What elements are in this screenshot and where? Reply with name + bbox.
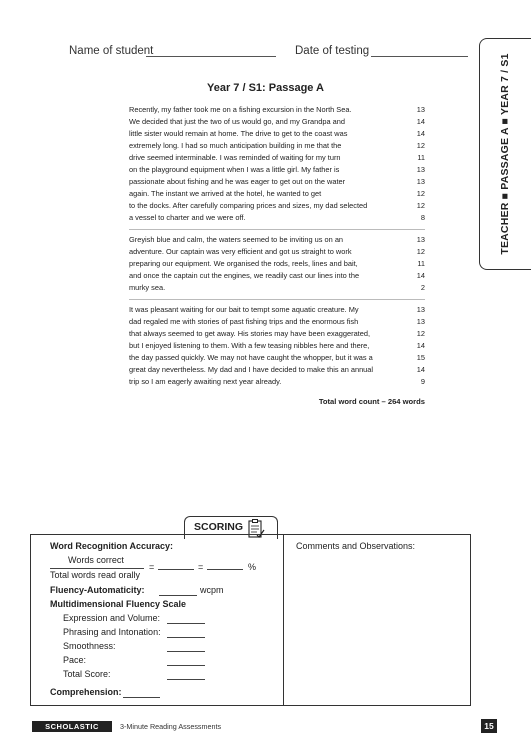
line-word-count: 2 xyxy=(420,283,425,292)
passage-line xyxy=(129,340,425,352)
passage-line-text: trip so I am eagerly awaiting next year already. xyxy=(129,377,282,386)
phrasing-label: Phrasing and Intonation: xyxy=(63,627,161,637)
line-word-count: 12 xyxy=(416,247,425,256)
passage-line-text: Recently, my father took me on a fishing excursion in the North Sea. xyxy=(129,105,352,114)
passage-line-text: that always seemed to get away. His stories may have been exaggerated, xyxy=(129,329,371,338)
passage-line xyxy=(129,364,425,376)
total-score-blank[interactable] xyxy=(167,679,205,680)
equals-sign-2: = xyxy=(198,562,204,572)
pace-blank[interactable] xyxy=(167,665,205,666)
passage-line xyxy=(129,376,425,388)
passage-line xyxy=(129,188,425,200)
line-word-count: 13 xyxy=(416,105,425,114)
passage-line xyxy=(129,352,425,364)
passage-line xyxy=(129,116,425,128)
date-of-testing-line xyxy=(371,56,468,57)
line-word-count: 8 xyxy=(420,213,425,222)
passage-line xyxy=(129,258,425,270)
wcpm-blank[interactable] xyxy=(159,595,197,596)
comprehension-label: Comprehension: xyxy=(50,687,122,697)
total-score-label: Total Score: xyxy=(63,669,111,679)
scoring-divider xyxy=(283,534,284,706)
line-word-count: 14 xyxy=(416,129,425,138)
passage-line-text: Greyish blue and calm, the waters seemed to be inviting us on an xyxy=(129,235,344,244)
paragraph-gap xyxy=(129,388,425,393)
line-word-count: 15 xyxy=(416,353,425,362)
line-word-count: 13 xyxy=(416,317,425,326)
passage-line xyxy=(129,176,425,188)
line-word-count: 14 xyxy=(416,117,425,126)
line-word-count: 12 xyxy=(416,141,425,150)
line-word-count: 12 xyxy=(416,201,425,210)
total-word-count: Total word count – 264 words xyxy=(318,396,425,406)
scholastic-logo: SCHOLASTIC xyxy=(32,721,112,732)
passage-line-text: extremely long. I had so much anticipation building in me that the xyxy=(129,141,342,150)
passage-line xyxy=(129,164,425,176)
line-word-count: 11 xyxy=(417,153,425,162)
line-word-count: 13 xyxy=(416,235,425,244)
passage-line-text: passionate about fishing and he was eager to get out on the water xyxy=(129,177,346,186)
line-word-count: 9 xyxy=(420,377,425,386)
multidimensional-label: Multidimensional Fluency Scale xyxy=(50,599,187,609)
passage-line xyxy=(129,282,425,294)
passage-line-text: again. The instant we arrived at the hotel, he wanted to get xyxy=(129,189,322,198)
passage-line xyxy=(129,212,425,224)
name-of-student-label: Name of student xyxy=(69,45,154,57)
phrasing-blank[interactable] xyxy=(167,637,205,638)
smoothness-blank[interactable] xyxy=(167,651,205,652)
line-word-count: 11 xyxy=(417,259,425,268)
words-correct-label: Words correct xyxy=(68,555,124,565)
wcpm-label: wcpm xyxy=(200,585,224,595)
line-word-count: 12 xyxy=(416,329,425,338)
comments-label: Comments and Observations: xyxy=(296,541,416,551)
line-word-count: 13 xyxy=(416,305,425,314)
passage-line-text: on the playground equipment when I was a little girl. My father is xyxy=(129,165,340,174)
passage-line xyxy=(129,328,425,340)
passage-line-text: but I enjoyed listening to them. With a few teasing nibbles here and there, xyxy=(129,341,370,350)
date-of-testing-label: Date of testing xyxy=(295,45,370,57)
passage-line-text: preparing our equipment. We organised the rods, reels, lines and bait, xyxy=(129,259,358,268)
percent-sign: % xyxy=(248,562,257,572)
fluency-automaticity-label: Fluency-Automaticity: xyxy=(50,585,145,595)
footer-text: 3-Minute Reading Assessments xyxy=(120,722,222,731)
accuracy-blank[interactable] xyxy=(158,569,194,570)
passage-line-text: great day nevertheless. My dad and I have decided to make this an annual xyxy=(129,365,374,374)
expression-blank[interactable] xyxy=(167,623,205,624)
line-word-count: 14 xyxy=(416,271,425,280)
passage-line-text: We decided that just the two of us would go, and my Grandpa and xyxy=(129,117,345,126)
passage-line-text: murky sea. xyxy=(129,283,166,292)
scoring-label: SCORING xyxy=(194,521,244,533)
passage-line-text: It was pleasant waiting for our bait to tempt some aquatic creature. My xyxy=(129,305,359,314)
passage-line-text: dad regaled me with stories of past fishing trips and the enormous fish xyxy=(129,317,359,326)
passage-line xyxy=(129,270,425,282)
expression-label: Expression and Volume: xyxy=(63,613,161,623)
passage-line xyxy=(129,200,425,212)
passage-line xyxy=(129,304,425,316)
passage-line xyxy=(129,316,425,328)
passage-text xyxy=(129,104,425,406)
word-recognition-label: Word Recognition Accuracy: xyxy=(50,541,174,551)
line-word-count: 13 xyxy=(416,177,425,186)
page-number: 15 xyxy=(481,719,497,733)
total-words-label: Total words read orally xyxy=(50,570,141,580)
side-tab-label: TEACHER ■ PASSAGE A ■ YEAR 7 / S1 xyxy=(499,53,511,255)
passage-line-text: adventure. Our captain was very efficient and got us straight to work xyxy=(129,247,352,256)
passage-line xyxy=(129,152,425,164)
line-word-count: 14 xyxy=(416,341,425,350)
passage-line-text: to the docks. After carefully comparing prices and sizes, my dad selected xyxy=(129,201,368,210)
passage-line xyxy=(129,246,425,258)
pace-label: Pace: xyxy=(63,655,87,665)
name-of-student-line xyxy=(146,56,276,57)
comprehension-blank[interactable] xyxy=(123,697,160,698)
passage-line-text: and once the captain cut the engines, we readily cast our lines into the xyxy=(129,271,360,280)
fraction-bar xyxy=(50,568,144,569)
line-word-count: 13 xyxy=(416,165,425,174)
equals-sign-1: = xyxy=(149,562,155,572)
passage-line-text: the day passed quickly. We may not have caught the whopper, but it was a xyxy=(129,353,373,362)
line-word-count: 12 xyxy=(416,189,425,198)
passage-line xyxy=(129,104,425,116)
passage-title: Year 7 / S1: Passage A xyxy=(207,82,324,94)
percent-blank[interactable] xyxy=(207,569,243,570)
passage-line xyxy=(129,234,425,246)
passage-line-text: a vessel to charter and we were off. xyxy=(129,213,246,222)
smoothness-label: Smoothness: xyxy=(63,641,116,651)
passage-line xyxy=(129,128,425,140)
passage-line-text: little sister would remain at home. The drive to get to the coast was xyxy=(129,129,348,138)
passage-line xyxy=(129,140,425,152)
line-word-count: 14 xyxy=(416,365,425,374)
passage-line-text: drive seemed interminable. I was reminded of waiting for my turn xyxy=(129,153,341,162)
